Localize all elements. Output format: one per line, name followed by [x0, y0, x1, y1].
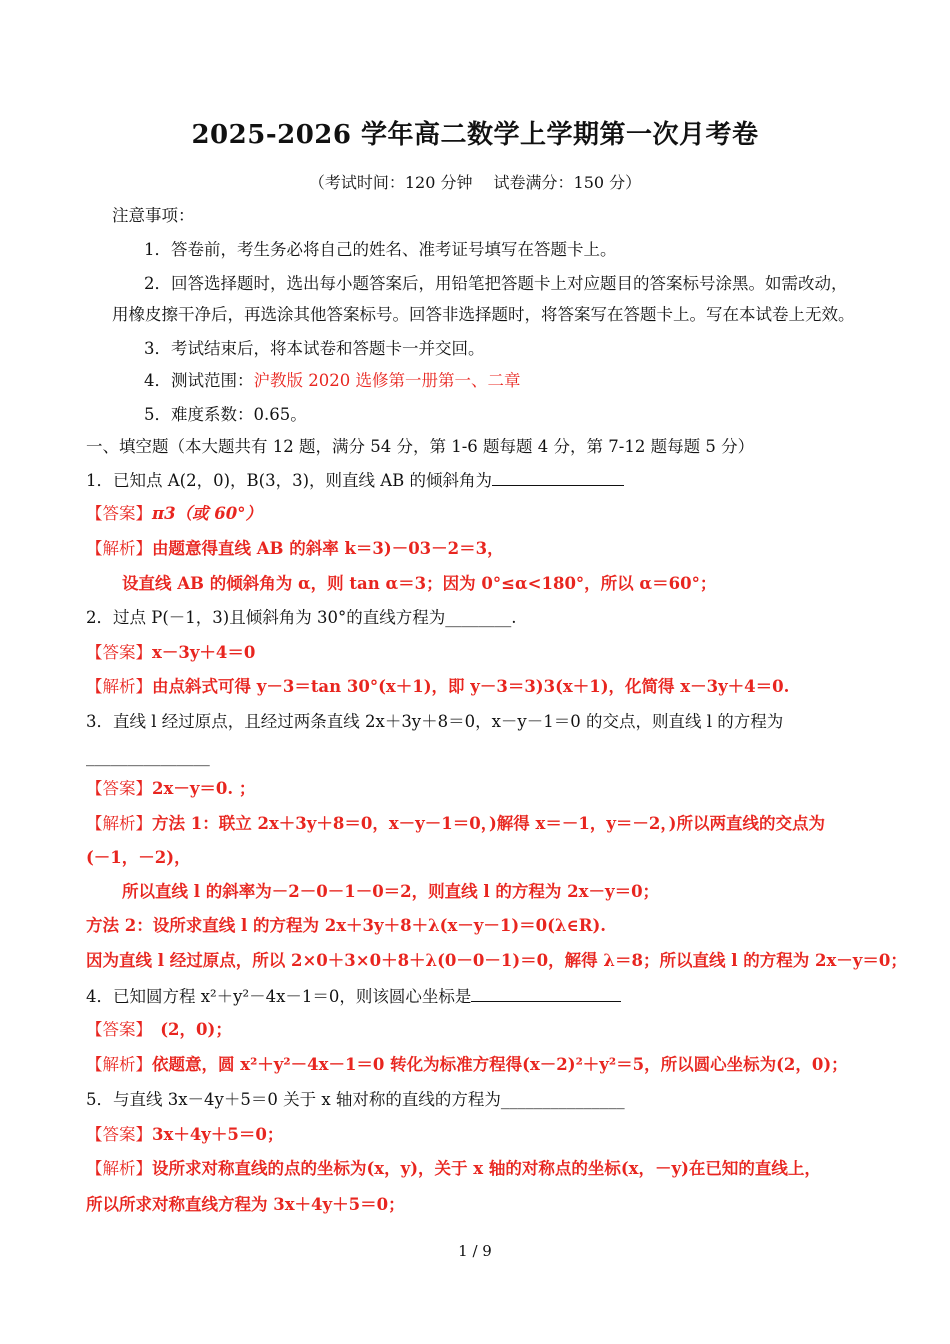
scope-value: 沪教版 2020 选修第一册第一、二章: [253, 371, 521, 390]
exam-info: （考试时间：120 分钟 试卷满分：150 分）: [308, 173, 642, 192]
page-number: 1 / 9: [458, 1242, 492, 1260]
question-3-analysis-line: 因为直线 l 经过原点，所以 2×0＋3×0＋8＋λ(0－0－1)＝0，解得 λ＝8；所以直线 l 的方程为 2x－y＝0；: [86, 951, 907, 970]
question-3-analysis-line: 方法 2：设所求直线 l 的方程为 2x＋3y＋8＋λ(x－y－1)＝0(λ∈R).: [86, 916, 607, 935]
question-1-analysis-line: 设直线 AB 的倾斜角为 α，则 tan α＝3；因为 0°≤α<180°，所以 α＝60°；: [122, 574, 717, 593]
notice-item: 1．答卷前，考生务必将自己的姓名、准考证号填写在答题卡上。: [144, 240, 617, 259]
notice-scope: [144, 370, 520, 392]
question-2-answer: 【答案】x－3y＋4＝0: [86, 643, 256, 662]
question-1-analysis: 【解析】由题意得直线 AB 的斜率 k＝3)－03－2＝3，: [86, 539, 504, 558]
question-3-analysis-line: 所以直线 l 的斜率为－2－0－1－0＝2，则直线 l 的方程为 2x－y＝0；: [122, 882, 660, 901]
question-5-stem: 5．与直线 3x－4y＋5＝0 关于 x 轴对称的直线的方程为_______________: [86, 1090, 625, 1109]
question-3-stem: 3．直线 l 经过原点，且经过两条直线 2x＋3y＋8＝0，x－y－1＝0 的交点，则直线 l 的方程为: [86, 712, 784, 731]
question-5-analysis: 【解析】设所求对称直线的点的坐标为(x，y)，关于 x 轴的对称点的坐标(x，－y)在已知的直线上，: [86, 1159, 821, 1178]
page-title: 2025-2026 学年高二数学上学期第一次月考卷: [191, 120, 759, 150]
question-2-analysis: 【解析】由点斜式可得 y－3＝tan 30°(x＋1)，即 y－3＝3)3(x＋1)，化简得 x－3y＋4＝0.: [86, 677, 790, 696]
question-3-analysis-line: (－1，－2)，: [86, 848, 191, 867]
notice-item: 3．考试结束后，将本试卷和答题卡一并交回。: [144, 339, 485, 358]
notice-item: 2．回答选择题时，选出每小题答案后，用铅笔把答题卡上对应题目的答案标号涂黑。如需改动，: [144, 274, 848, 293]
notice-heading: 注意事项：: [112, 206, 195, 225]
question-3-answer: 【答案】2x－y＝0. ；: [86, 779, 256, 798]
answer-blank: [492, 469, 624, 486]
question-5-analysis-line: 所以所求对称直线方程为 3x＋4y＋5＝0；: [86, 1195, 405, 1214]
question-3-analysis: 【解析】方法 1：联立 2x＋3y＋8＝0，x－y－1＝0，)解得 x＝－1，y＝－2，)所以两直线的交点为: [86, 814, 825, 833]
question-4-analysis: 【解析】依题意，圆 x²＋y²－4x－1＝0 转化为标准方程得(x－2)²＋y²＝5，所以圆心坐标为(2，0)；: [86, 1055, 848, 1074]
scope-label: 4．测试范围：: [144, 371, 254, 390]
question-1-answer: 【答案】π3（或 60°）: [86, 504, 263, 523]
question-3-blank: _______________: [86, 747, 210, 766]
question-4-answer: 【答案】 (2，0)；: [86, 1020, 232, 1039]
question-4-stem: 4．已知圆方程 x²＋y²－4x－1＝0，则该圆心坐标是: [86, 985, 621, 1008]
question-1-stem: 1．已知点 A(2，0)，B(3，3)，则直线 AB 的倾斜角为: [86, 469, 624, 492]
answer-blank: [471, 985, 621, 1002]
question-2-stem: 2．过点 P(－1，3)且倾斜角为 30°的直线方程为________.: [86, 608, 517, 627]
section-heading: 一、填空题（本大题共有 12 题，满分 54 分，第 1-6 题每题 4 分，第 7-12 题每题 5 分）: [86, 437, 755, 456]
notice-difficulty: 5．难度系数：0.65。: [144, 405, 307, 424]
question-5-answer: 【答案】3x＋4y＋5＝0；: [86, 1125, 284, 1144]
notice-item: 用橡皮擦干净后，再选涂其他答案标号。回答非选择题时，将答案写在答题卡上。写在本试卷上无效。: [112, 305, 855, 324]
